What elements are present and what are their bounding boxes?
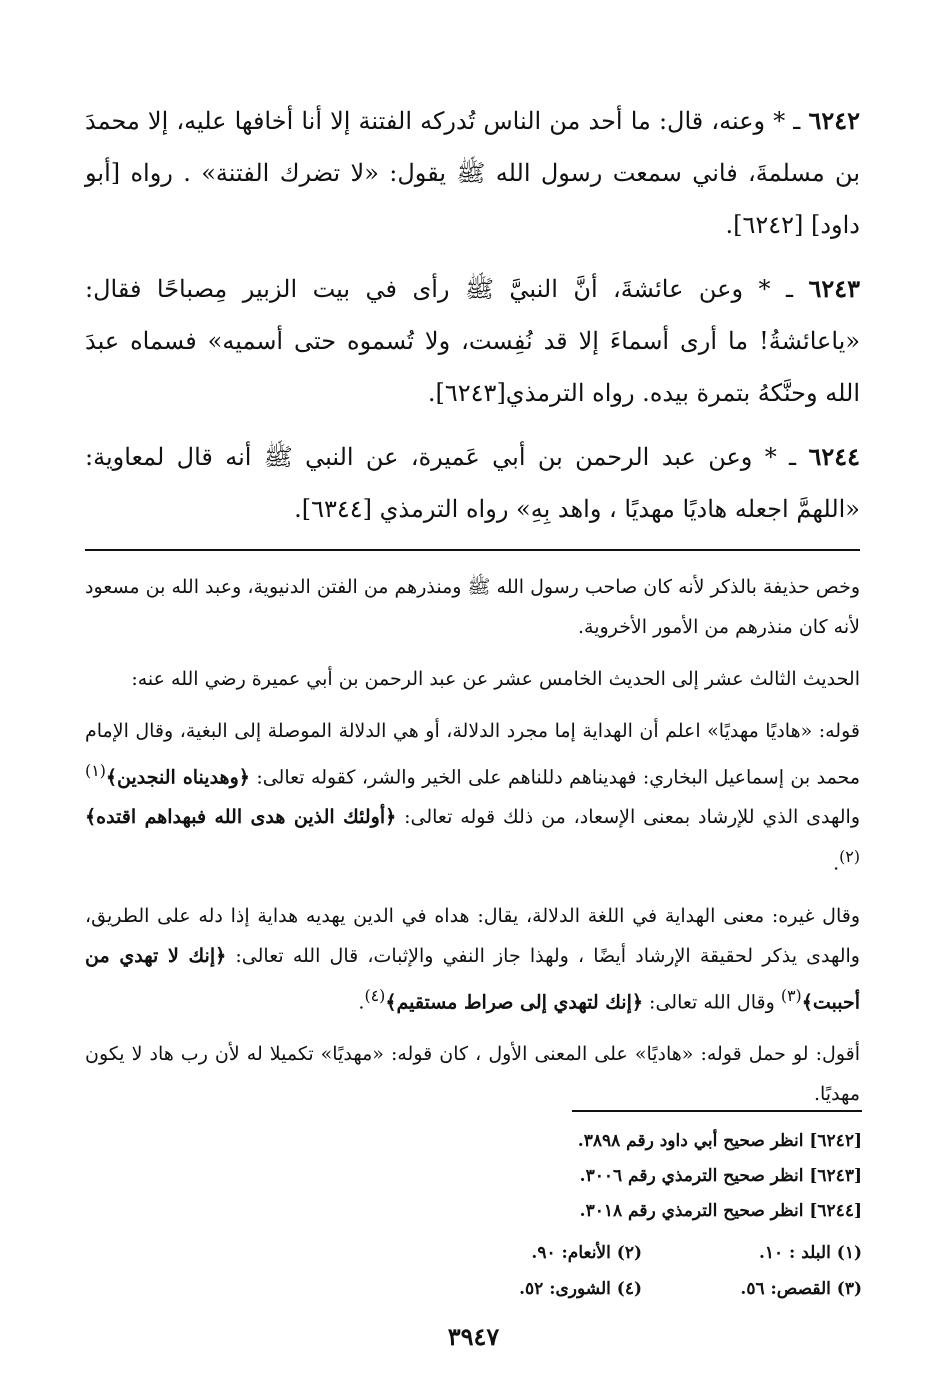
commentary-text: قوله: «هاديًا مهديًا» اعلم أن الهداية إما مجرد الدلالة، أو هي الدلالة الموصلة إلى البغية، وقال الإمام محمد بن إسماعيل البخاري: فهديناهم دللناهم على الخير والشر، كقوله تعالى: [85,720,860,789]
quran-quote: ﴿إنك لتهدي إلى صراط مستقيم﴾ [385,990,643,1013]
footnote-ref: [٦٢٤٤] انظر صحيح الترمذي رقم ٣٠١٨. [579,1201,862,1221]
commentary-paragraph [85,711,860,884]
quran-quote: ﴿وهديناه النجدين﴾ [105,766,250,789]
commentary-text: . [833,852,840,875]
hadith-text: ـ * وعن عبد الرحمن بن أبي عَميرة، عن النبي ﷺ أنه قال لمعاوية: «اللهمَّ اجعله هاديًا مهديًا ، واهد بِهِ» رواه الترمذي [٦٣٤٤]. [85,443,860,523]
footnote-ref: [٦٢٤٣] انظر صحيح الترمذي رقم ٣٠٠٦. [579,1166,862,1186]
footnote-marker: (٢) [839,847,860,867]
quran-quote: ﴿أولئك الذين هدى الله فبهداهم اقتده﴾ [85,806,397,829]
commentary-text: وقال غيره: معنى الهداية في اللغة الدلالة، يقال: هداه في الدين يهديه هداية إذا دله على الطريق، والهدى يذكر لحقيقة الإرشاد أيضًا ، ولهذا جاز النفي والإثبات، قال الله تعالى: [85,904,860,967]
verse-footnote: (٣) القصص: ٥٦. [740,1279,862,1299]
section-divider [85,549,860,551]
footnote-marker: (١) [85,761,106,780]
hadith-text: ـ * وعن عائشةَ، أنَّ النبيَّ ﷺ رأى في بيت الزبير مِصباحًا فقال: «ياعائشةُ! ما أرى أسماءَ إلا قد نُفِست، ولا تُسموه حتى أسميه» فسماه عبدَ الله وحنَّكهُ بتمرة بيده. رواه الترمذي[٦٢٤٣]. [85,275,860,407]
page-number: ٣٩٤٧ [447,1322,500,1351]
main-text [85,95,860,1126]
commentary-text: . [358,990,365,1013]
footnote-ref: [٦٢٤٢] انظر صحيح أبي داود رقم ٣٨٩٨. [577,1131,862,1151]
commentary-text: وقال الله تعالى: [643,990,781,1013]
verse-footnotes [422,1235,862,1307]
hadith-number: ٦٢٤٢ [808,106,860,135]
footnotes [572,1110,862,1229]
footnote-divider [572,1110,862,1112]
commentary-paragraph: الحديث الثالث عشر إلى الحديث الخامس عشر عن عبد الرحمن بن أبي عميرة رضي الله عنه: [131,668,860,690]
commentary-paragraph [85,896,860,1022]
commentary-text: والهدى الذي للإرشاد بمعنى الإسعاد، من ذلك قوله تعالى: [396,806,860,829]
hadith-6244 [85,431,860,535]
commentary-paragraph: وخص حذيفة بالذكر لأنه كان صاحب رسول الله ﷺ ومنذرهم من الفتن الدنيوية، وعبد الله بن مسعود لأنه كان منذرهم من الأمور الأخروية. [85,576,860,638]
verse-footnote: (١) البلد : ١٠. [758,1243,862,1263]
hadith-number: ٦٢٤٣ [808,274,861,303]
footnote-marker: (٣) [780,985,802,1005]
verse-footnote: (٤) الشورى: ٥٢. [519,1279,642,1299]
footnote-marker: (٤) [364,985,386,1005]
commentary-paragraph: أقول: لو حمل قوله: «هاديًا» على المعنى الأول ، كان قوله: «مهديًا» تكميلا له لأن رب هاد لا يكون مهديًا. [85,1042,860,1105]
hadith-6242 [85,95,860,251]
hadith-6243 [85,263,860,419]
hadith-text: ـ * وعنه، قال: ما أحد من الناس تُدركه الفتنة إلا أنا أخافها عليه، إلا محمدَ بن مسلمةَ، فاني سمعت رسول الله ﷺ يقول: «لا تضرك الفتنة» . رواه [أبو داود] [٦٢٤٢]. [85,107,860,239]
quran-quote: ﴿إنك لا تهدي من أحببت﴾ [85,944,860,1013]
verse-footnote: (٢) الأنعام: ٩٠. [531,1243,642,1263]
hadith-number: ٦٢٤٤ [808,442,860,471]
